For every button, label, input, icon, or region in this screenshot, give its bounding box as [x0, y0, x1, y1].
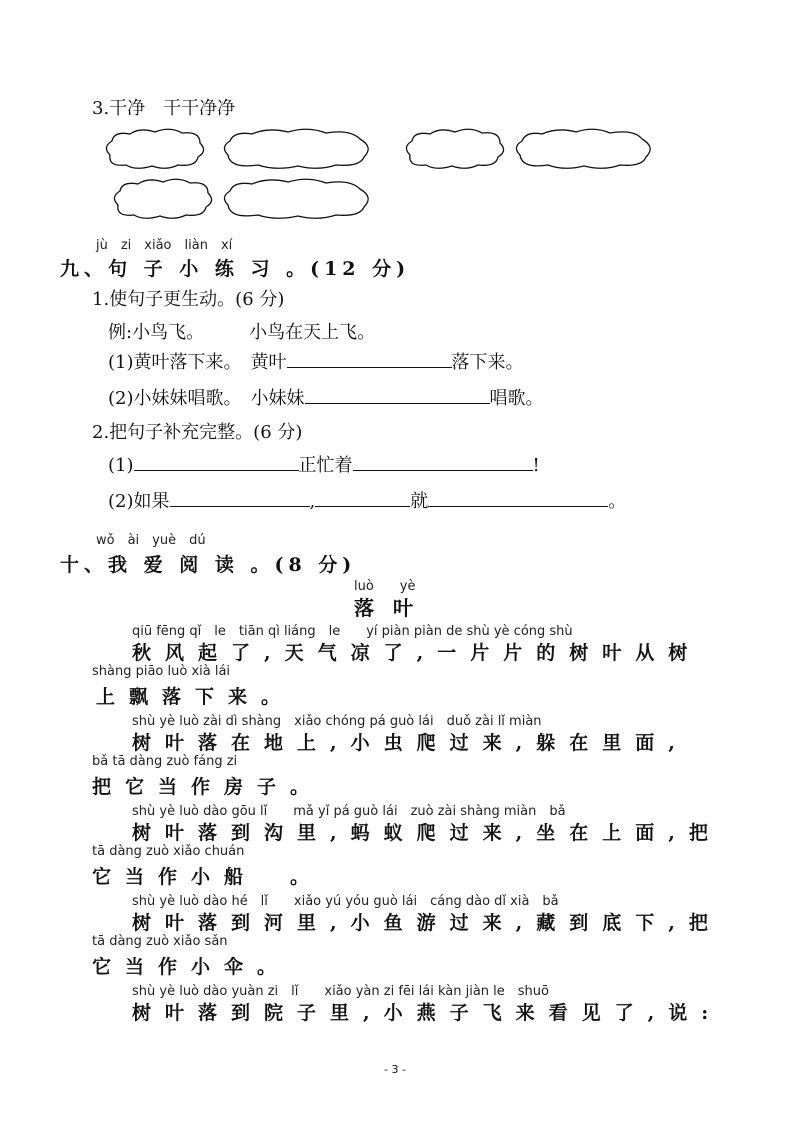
- passage-pinyin-8: tā dàng zuò xiǎo sǎn: [92, 934, 228, 949]
- fill2-middle: 就: [410, 491, 429, 512]
- item2-line: [108, 384, 544, 410]
- passage-line-7: 树叶落到河里,小鱼游过来,藏到底下,把: [132, 912, 722, 934]
- item2-blank[interactable]: [305, 385, 490, 404]
- passage-line-5: 树叶落到沟里,蚂蚁爬过来,坐在上面,把: [132, 822, 722, 844]
- cloud-answer-box-1[interactable]: [100, 125, 210, 171]
- story-title-pinyin: luò yè: [354, 579, 416, 594]
- cloud-answer-box-4[interactable]: [510, 125, 660, 171]
- passage-pinyin-9: shù yè luò dào yuàn zi lǐ xiǎo yàn zi fēi lái kàn jiàn le shuō: [132, 984, 549, 999]
- fill1-line: [108, 451, 540, 477]
- section9-pinyin: jù zi xiǎo liàn xí: [96, 238, 233, 253]
- passage-pinyin-3: shù yè luò zài dì shàng xiǎo chóng pá guò lái duǒ zài lǐ miàn: [132, 714, 542, 729]
- item2-suffix: 唱歌。: [489, 388, 544, 409]
- item1-blank[interactable]: [287, 349, 452, 368]
- passage-pinyin-4: bǎ tā dàng zuò fáng zi: [92, 754, 238, 769]
- passage-line-8: 它当作小伞。: [92, 956, 291, 978]
- section10-title: 十、我 爱 阅 读 。(8 分): [60, 554, 357, 576]
- cloud-answer-box-3[interactable]: [400, 125, 510, 171]
- passage-line-4: 把它当作房子。: [92, 776, 324, 798]
- passage-line-3: 树叶落在地上,小虫爬过来,躲在里面,: [132, 732, 689, 754]
- page-number: - 3 -: [384, 1063, 406, 1076]
- fill1-prefix: (1): [108, 455, 134, 476]
- fill1-middle: 正忙着: [298, 455, 353, 476]
- fill2-suffix: 。: [608, 491, 627, 512]
- passage-pinyin-6: tā dàng zuò xiǎo chuán: [92, 844, 245, 859]
- passage-pinyin-7: shù yè luò dào hé lǐ xiǎo yú yóu guò lái cáng dào dǐ xià bǎ: [132, 894, 559, 909]
- fill1-blank-2[interactable]: [353, 452, 533, 471]
- passage-line-1: 秋风起了,天气凉了,一片片的树叶从树: [132, 642, 702, 664]
- passage-line-9: 树叶落到院子里,小燕子飞来看见了,说:: [132, 1002, 723, 1024]
- fill1-blank-1[interactable]: [134, 452, 299, 471]
- cloud-answer-box-2[interactable]: [218, 125, 378, 171]
- fill2-line: [108, 487, 626, 513]
- section10-pinyin: wǒ ài yuè dú: [96, 533, 206, 548]
- passage-pinyin-5: shù yè luò dào gōu lǐ mǎ yǐ pá guò lái zuò zài shàng miàn bǎ: [132, 804, 566, 819]
- passage-pinyin-1: qiū fēng qǐ le tiān qì liáng le yí piàn piàn de shù yè cóng shù: [132, 624, 573, 639]
- item1-line: [108, 348, 524, 374]
- q3-label: 3.干净 干干净净: [92, 98, 236, 119]
- fill2-blank-1[interactable]: [170, 488, 310, 507]
- section9-sub1: 1.使句子更生动。(6 分): [92, 289, 285, 310]
- story-title: 落 叶: [354, 596, 419, 620]
- cloud-answer-box-6[interactable]: [218, 175, 378, 221]
- passage-line-6: 它当作小船 。: [92, 866, 324, 888]
- fill1-suffix: !: [532, 455, 540, 476]
- fill2-blank-2[interactable]: [315, 488, 410, 507]
- passage-line-2: 上飘落下来。: [96, 686, 295, 708]
- item2-prompt: (2)小妹妹唱歌。 小妹妹: [108, 388, 305, 409]
- section9-title: 九、句 子 小 练 习 。(12 分): [60, 258, 411, 280]
- item1-prompt: (1)黄叶落下来。 黄叶: [108, 352, 287, 373]
- cloud-answer-box-5[interactable]: [108, 175, 218, 221]
- example-sentence: 例:小鸟飞。 小鸟在天上飞。: [108, 322, 376, 343]
- item1-suffix: 落下来。: [451, 352, 524, 373]
- fill2-blank-3[interactable]: [428, 488, 608, 507]
- section9-sub2: 2.把句子补充完整。(6 分): [92, 422, 303, 443]
- passage-pinyin-2: shàng piāo luò xià lái: [92, 664, 231, 679]
- fill2-comma: ,: [309, 491, 316, 512]
- fill2-prefix: (2)如果: [108, 491, 170, 512]
